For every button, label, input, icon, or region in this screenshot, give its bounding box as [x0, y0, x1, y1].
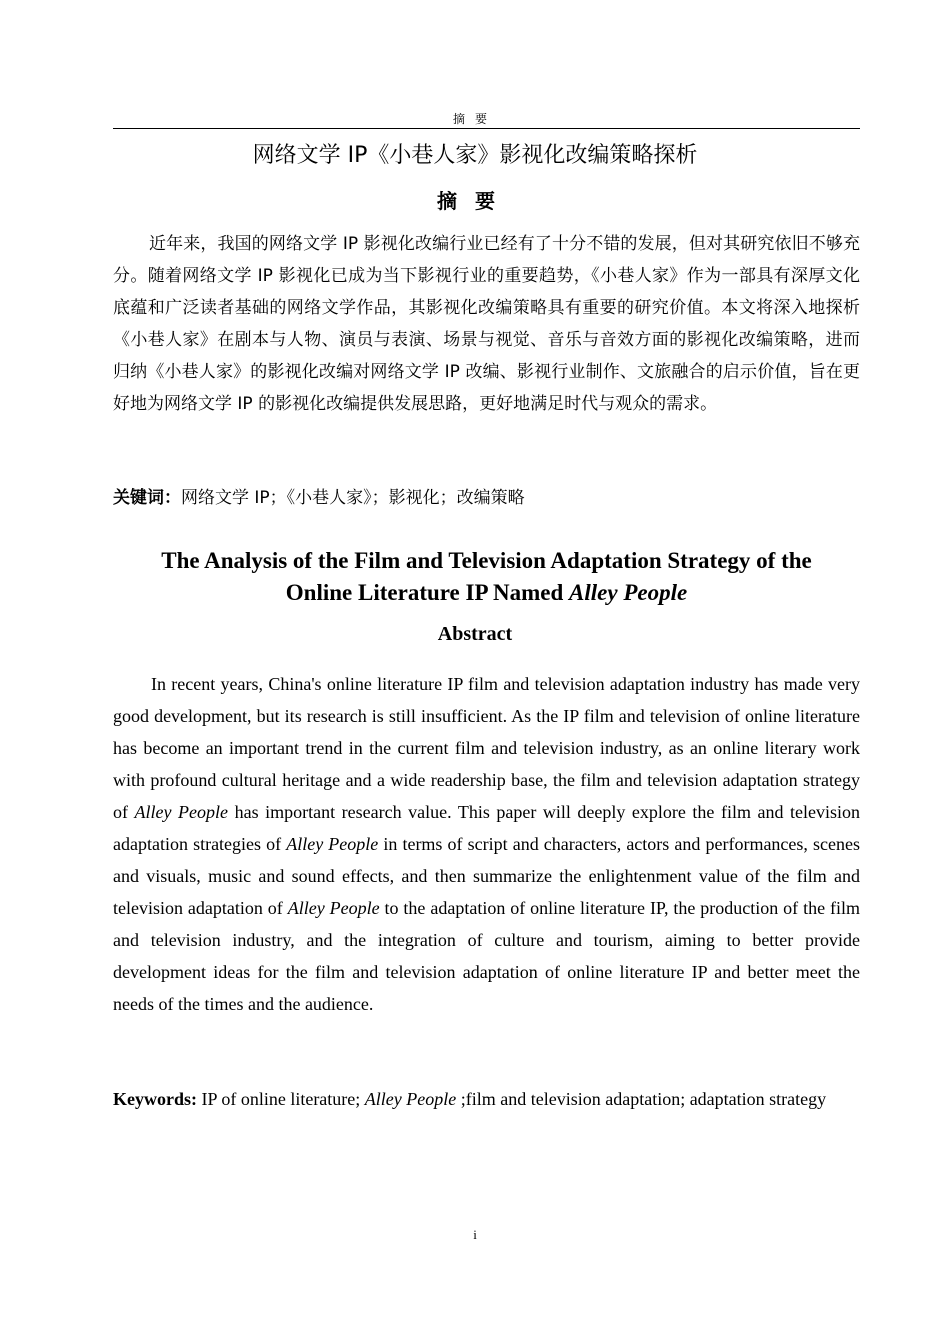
english-title-line1: The Analysis of the Film and Television Adaptation Strategy of the: [161, 548, 812, 573]
abstract-segment-italic: Alley People: [287, 898, 380, 918]
chinese-abstract-heading: 摘要: [437, 189, 513, 213]
english-title-italic: Alley People: [569, 580, 688, 605]
english-title-line2: [113, 577, 860, 609]
english-title: [113, 545, 860, 609]
english-keywords-part2: ;film and television adaptation; adaptation strategy: [456, 1089, 827, 1109]
english-title-line2-prefix: Online Literature IP Named: [285, 580, 570, 605]
english-keywords-part1: IP of online literature;: [197, 1089, 365, 1109]
english-keywords-label: Keywords:: [113, 1089, 197, 1109]
page-number: i: [473, 1227, 477, 1242]
header-rule: [113, 128, 860, 129]
chinese-keywords: [113, 484, 860, 512]
abstract-segment-italic: Alley People: [286, 834, 379, 854]
chinese-title: 网络文学 IP《小巷人家》影视化改编策略探析: [252, 143, 698, 168]
english-abstract-body: [113, 668, 860, 1020]
english-keywords: [113, 1083, 860, 1115]
chinese-abstract-body: 近年来，我国的网络文学 IP 影视化改编行业已经有了十分不错的发展，但对其研究依旧不够充分。随着网络文学 IP 影视化已成为当下影视行业的重要趋势，《小巷人家》作为一部具有深厚文化底蕴和广泛读者基础的网络文学作品，其影视化改编策略具有重要的研究价值。本文将深入地探析《小巷人家》在剧本与人物、演员与表演、场景与视觉、音乐与音效方面的影视化改编策略，进而归纳《小巷人家》的影视化改编对网络文学 IP 改编、影视行业制作、文旅融合的启示价值，旨在更好地为网络文学 IP 的影视化改编提供发展思路，更好地满足时代与观众的需求。: [113, 234, 860, 414]
english-abstract-heading: Abstract: [437, 623, 513, 645]
chinese-keywords-text: 网络文学 IP；《小巷人家》；影视化；改编策略: [181, 488, 525, 508]
running-header: 摘要: [452, 112, 497, 126]
abstract-segment-italic: Alley People: [134, 802, 229, 822]
abstract-segment: In recent years, China's online literature IP film and television adaptation industry has made very good development, but its research is still insufficient. As the IP film and television of online literature has become an important trend in the current film and television industry, as an online literary work with profound cultural heritage and a wide readership base, the film and television adaptation strategy of: [113, 674, 860, 822]
abstract-segment: has important research value. This paper will deeply explore the film and television adaptation strategies of: [113, 802, 861, 854]
english-keywords-italic: Alley People: [364, 1089, 457, 1109]
abstract-segment: to the adaptation of online literature IP, the production of the film and television industry, and the integration of culture and tourism, aiming to better provide development ideas for the film and television adaptation of online literature IP and better meet the needs of the times and the audience.: [113, 898, 861, 1014]
abstract-segment: in terms of script and characters, actors and performances, scenes and visuals, music and sound effects, and then summarize the enlightenment value of the film and television adaptation of: [113, 834, 860, 918]
chinese-keywords-label: 关键词：: [113, 488, 181, 508]
